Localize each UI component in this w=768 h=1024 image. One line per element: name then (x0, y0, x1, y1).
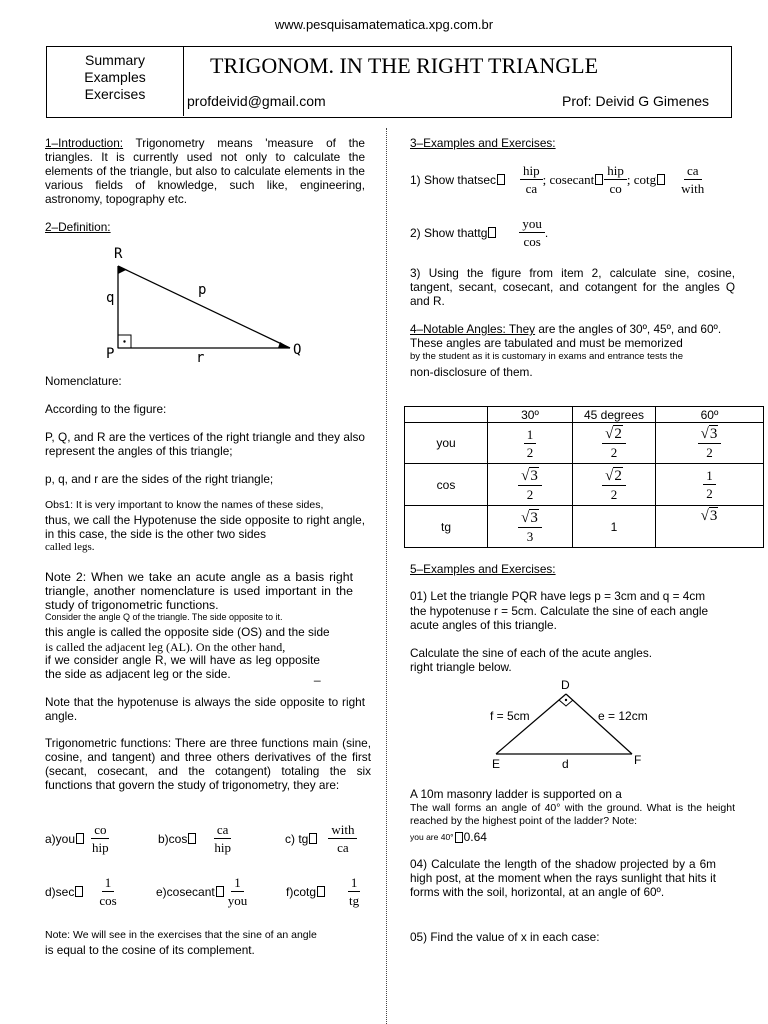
radicand: 2 (614, 426, 622, 442)
frac-den: you (227, 893, 248, 908)
formula-sine (45, 822, 112, 855)
table-header-row (405, 407, 764, 423)
table-row (405, 506, 764, 548)
table-row (405, 464, 764, 506)
frac-num: √3 (518, 468, 542, 486)
side-d-label: d (562, 757, 569, 771)
formula-cosine-fraction (211, 822, 234, 855)
equals-box-icon (657, 174, 665, 185)
note2-paragraph: Note 2: When we take an acute angle as a basis right triangle, another nomenclature is used important in the study of trigonometric functions. (45, 570, 353, 612)
frac-num: √2 (602, 468, 626, 486)
formula-sine-fraction (89, 822, 112, 855)
frac-den: 2 (706, 445, 713, 460)
angle-q-mark (278, 342, 290, 348)
vertex-r-label: R (114, 246, 123, 262)
note2-dash: _ (314, 668, 321, 682)
side-e-label: e = 12cm (598, 709, 648, 723)
frac-num: 1 (348, 875, 361, 892)
vertex-e-label: E (492, 757, 501, 771)
table-header-45: 45 degrees (573, 407, 656, 423)
definition-heading: 2–Definition: (45, 220, 111, 234)
frac-den: co (609, 181, 622, 196)
ladder-note-text: you are 40° (410, 832, 454, 842)
formula-cosine-label: b)cos (158, 831, 188, 846)
obs1-line1: Obs1: It is very important to know the names of these sides, (45, 499, 324, 511)
intro-heading: 1–Introduction: (45, 136, 124, 150)
side-examples: Examples (84, 69, 146, 85)
cell-tg-45: 1 (573, 506, 656, 548)
row-label-cosine: cos (405, 464, 488, 506)
notable-rest: are the angles of 30º, 45º, and 60º. (535, 322, 722, 336)
obs1-line-legs: called legs. (45, 541, 95, 553)
page-title: TRIGONOM. IN THE RIGHT TRIANGLE (210, 53, 599, 78)
cell-tg-60: √3 (656, 506, 764, 548)
equals-box-icon (317, 886, 325, 897)
cell-sin-60 (656, 423, 764, 464)
formula-cotangent (286, 875, 362, 908)
cell-cos-45 (573, 464, 656, 506)
formula-tangent-label: c) tg (285, 831, 309, 846)
table-header-60: 60º (656, 407, 764, 423)
frac-den: cos (523, 234, 541, 249)
side-q-label: q (106, 290, 115, 306)
note2-adjacent: is called the adjacent leg (AL). On the other hand, (45, 640, 286, 654)
column-divider (386, 128, 387, 1024)
exercise-1-sep-cotg: ; cotg (626, 171, 657, 187)
triangle-def-figure (486, 676, 656, 774)
frac-num: 1 (524, 427, 537, 444)
notable-angles-line1 (410, 322, 750, 336)
right-angle-dot (565, 699, 567, 701)
cell-cos-30 (488, 464, 573, 506)
right-angle-dot (123, 340, 125, 342)
radicand: 3 (530, 467, 538, 484)
formula-cosecant-label: e)cosecant (156, 884, 215, 899)
formula-cosecant (156, 875, 250, 908)
obs1-body: thus, we call the Hypotenuse the side opposite to right angle, in this case, the side is the other two sides (45, 513, 365, 541)
formula-secant-label: d)sec (45, 884, 75, 899)
equals-box-icon (595, 174, 603, 185)
notable-angles-line3: by the student as it is customary in exams and entrance tests the (410, 351, 683, 362)
exercise-1-frac-csc (604, 163, 627, 196)
equals-box-icon (76, 833, 84, 844)
notable-heading: 4–Notable Angles: They (410, 322, 536, 336)
site-url[interactable]: www.pesquisamatematica.xpg.com.br (274, 17, 494, 32)
frac-num: √3 (518, 510, 542, 528)
frac-den: 2 (706, 486, 713, 501)
side-f-label: f = 5cm (490, 709, 530, 723)
note2-opposite: this angle is called the opposite side (OS) and the side (45, 625, 330, 639)
exercise-04: 04) Calculate the length of the shadow projected by a 6m high post, at the moment when the rays sunlight that hits it forms with the soil, horizontal, at an angle of 60º. (410, 857, 716, 899)
frac-num: √3 (698, 426, 722, 444)
equals-box-icon (309, 833, 317, 844)
frac-den: hip (92, 840, 109, 855)
frac-num: ca (214, 822, 232, 839)
cell-sin-30 (488, 423, 573, 464)
frac-num: 1 (231, 875, 244, 892)
note2-consider: Consider the angle Q of the triangle. The side opposite to it. (45, 612, 283, 622)
exercise-05: 05) Find the value of x in each case: (410, 930, 600, 944)
frac-num: with (328, 822, 357, 839)
frac-den: 2 (526, 444, 534, 460)
exercise-1-frac-cotg (678, 163, 707, 196)
radicand: 3 (709, 426, 718, 442)
examples-heading: 3–Examples and Exercises: (410, 136, 556, 150)
equals-box-icon (455, 832, 463, 843)
side-f (496, 694, 566, 754)
formula-cosine (158, 822, 234, 855)
frac-num: co (91, 822, 109, 839)
hypotenuse-note: Note that the hypotenuse is always the side opposite to right angle. (45, 695, 365, 723)
equals-box-icon (488, 227, 496, 238)
notable-angles-table (404, 406, 764, 548)
row-label-sine: you (405, 423, 488, 464)
frac-num: 1 (703, 468, 716, 485)
sides-paragraph: p, q, and r are the sides of the right triangle; (45, 472, 274, 486)
ladder-note (410, 830, 487, 844)
notable-angles-line4: non-disclosure of them. (410, 365, 533, 379)
frac-den: 2 (526, 486, 534, 502)
formula-tangent-fraction (328, 822, 357, 855)
radicand: 3 (530, 509, 538, 526)
complement-note-2: is equal to the cosine of its complement. (45, 943, 255, 957)
ladder-line1: A 10m masonry ladder is supported on a (410, 787, 622, 801)
exercise-5-01: 01) Let the triangle PQR have legs p = 3cm and q = 4cm (410, 589, 706, 603)
exercise-2-end: . (544, 225, 549, 240)
frac-num: ca (684, 163, 702, 180)
intro-paragraph (45, 136, 365, 206)
formula-secant-fraction (96, 875, 119, 908)
formula-secant (45, 875, 120, 908)
row-label-tangent: tg (405, 506, 488, 548)
vertices-paragraph: P, Q, and R are the vertices of the right triangle and they also represent the angles of this triangle; (45, 430, 365, 458)
frac-den: 2 (610, 486, 618, 502)
ladder-note-value: 0.64 (463, 830, 487, 844)
exercise-5-01b: the hypotenuse r = 5cm. Calculate the sine of each angle acute angles of this triangle. (410, 604, 709, 632)
header-side-list (48, 52, 182, 103)
note2-angle-r: if we consider angle R, we will have as leg opposite the side as adjacent leg or the side. (45, 653, 320, 681)
exercise-1 (410, 163, 707, 196)
frac-num: you (519, 216, 545, 233)
frac-num: 1 (102, 875, 115, 892)
intro-text: Trigonometry means 'measure of the triangles. It is currently used not only to calculate the elements of the triangle, but also to calculate elements in the various fields of knowledge, such like, engineering, astronomy, topography etc. (45, 136, 365, 206)
author-email[interactable]: profdeivid@gmail.com (187, 93, 326, 109)
nomenclature-label: Nomenclature: (45, 374, 122, 388)
frac-den: cos (99, 893, 117, 908)
radicand: 2 (614, 467, 622, 484)
ladder-line2: The wall forms an angle of 40° with the ground. What is the height reached by the highest point of the ladder? Note: (410, 802, 735, 827)
according-label: According to the figure: (45, 402, 167, 416)
side-p-label: p (198, 282, 207, 298)
cell-sin-45 (573, 423, 656, 464)
frac-den: tg (349, 893, 360, 908)
exercise-2 (410, 216, 548, 249)
triangle-pqr-figure (100, 238, 320, 368)
exercise-2-label: 2) Show thattg (410, 225, 488, 240)
exercise-5-calc: Calculate the sine of each of the acute angles. (410, 646, 652, 660)
cell-tg-30 (488, 506, 573, 548)
equals-box-icon (188, 833, 196, 844)
frac-num: hip (604, 163, 627, 180)
side-r-label: r (196, 350, 205, 366)
equals-box-icon (216, 886, 224, 897)
author-name: Prof: Deivid G Gimenes (562, 93, 710, 109)
header-divider (183, 46, 184, 116)
vertex-d-label: D (561, 678, 570, 692)
examples-heading-5: 5–Examples and Exercises: (410, 562, 556, 576)
exercise-2-fraction (519, 216, 545, 249)
frac-den: 2 (610, 445, 618, 460)
equals-box-icon (497, 174, 505, 185)
formula-sine-label: a)you (45, 831, 76, 846)
equals-box-icon (75, 886, 83, 897)
exercise-5-calc2: right triangle below. (410, 660, 512, 674)
frac-den: with (681, 181, 705, 196)
vertex-q-label: Q (293, 342, 302, 358)
radicand: 3 (709, 508, 718, 524)
frac-num: √2 (602, 426, 626, 444)
table-corner-cell (405, 407, 488, 423)
vertex-f-label: F (634, 753, 642, 767)
exercise-3: 3) Using the figure from item 2, calculate sine, cosine, tangent, secant, cosecant, and cotangent for the angles Q and R. (410, 266, 735, 308)
exercise-1-label: 1) Show thatsec (410, 172, 497, 187)
side-e (566, 694, 632, 754)
frac-den: ca (337, 840, 349, 855)
formula-cotangent-label: f)cotg (286, 884, 317, 899)
side-p (118, 266, 290, 348)
complement-note-1: Note: We will see in the exercises that the sine of an angle (45, 929, 317, 941)
side-exercises: Exercises (84, 86, 146, 102)
formula-cotangent-fraction (346, 875, 362, 908)
cell-cos-60 (656, 464, 764, 506)
trig-functions-paragraph: Trigonometric functions: There are three functions main (sine, cosine, and tangent) and three others derivatives of the first (secant, cosecant, and the cotangent) totaling the six functions that govern the study of trigonometry, they are: (45, 736, 371, 792)
frac-den: 3 (526, 528, 534, 544)
frac-den: ca (525, 181, 538, 196)
vertex-p-label: P (106, 346, 115, 362)
exercise-1-sep-cosecant: ; cosecant (542, 171, 595, 187)
table-row (405, 423, 764, 464)
notable-angles-line2: These angles are tabulated and must be memorized (410, 336, 683, 350)
table-header-30: 30º (488, 407, 573, 423)
side-summary: Summary (85, 52, 145, 68)
formula-tangent (285, 822, 357, 855)
formula-cosecant-fraction (225, 875, 251, 908)
frac-den: hip (214, 840, 231, 855)
frac-num: hip (520, 163, 543, 180)
exercise-1-frac-sec (520, 163, 543, 196)
